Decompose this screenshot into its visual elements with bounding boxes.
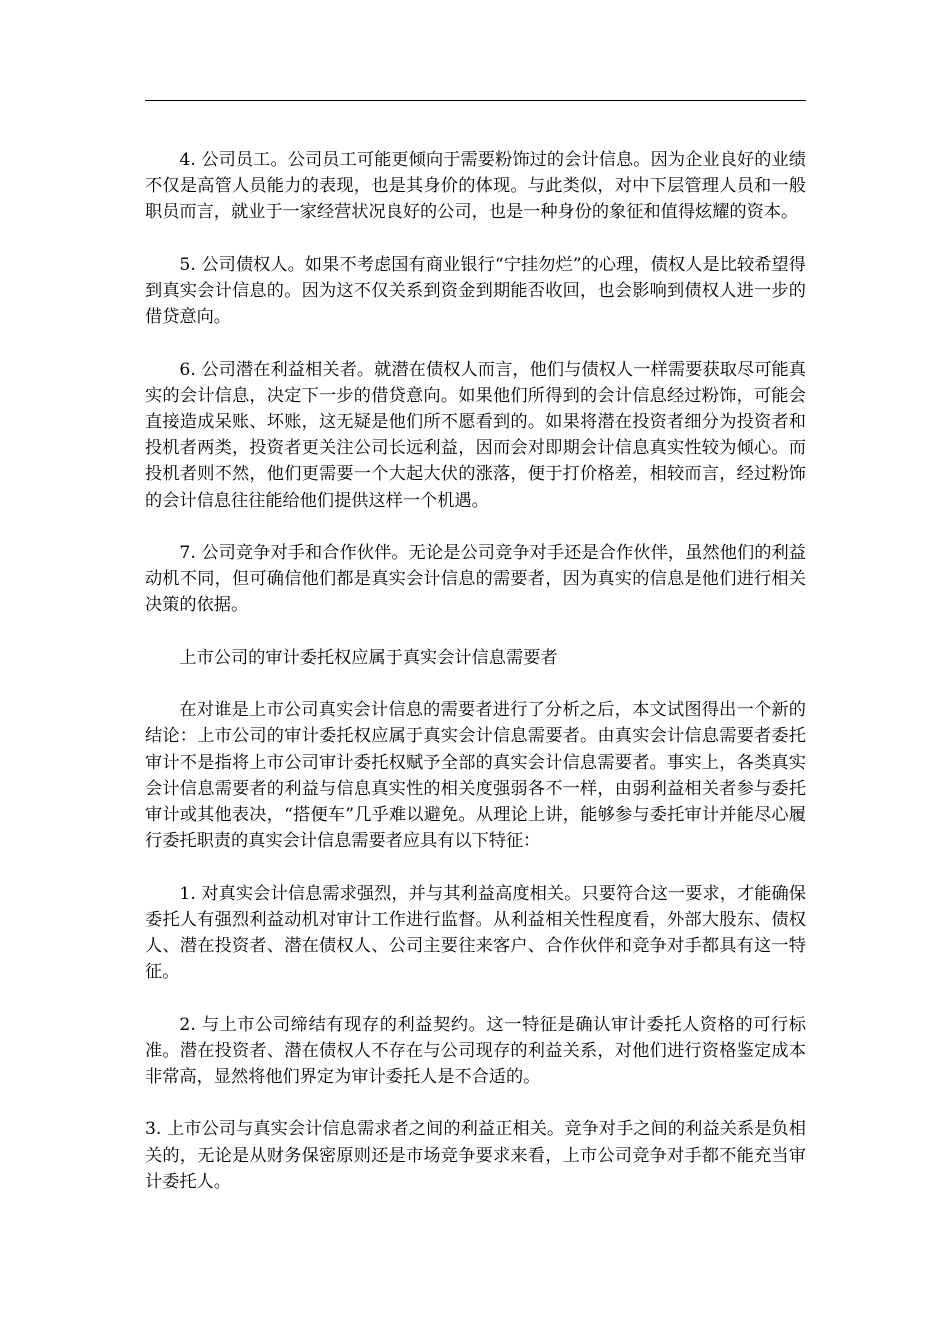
paragraph-feature-3: 3. 上市公司与真实会计信息需求者之间的利益正相关。竞争对手之间的利益关系是负相关的，无论是从财务保密原则还是市场竞争要求来看，上市公司竞争对手都不能充当审计委托人。	[145, 1119, 806, 1192]
paragraph-conclusion: 在对谁是上市公司真实会计信息的需要者进行了分析之后，本文试图得出一个新的结论：上市公司的审计委托权应属于真实会计信息需要者。由真实会计信息需要者委托审计不是指将上市公司审计委托权赋予全部的真实会计信息需要者。事实上，各类真实会计信息需要者的利益与信息真实性的相关度强弱各不一样，由弱利益相关者参与委托审计或其他表决，“搭便车”几乎难以避免。从理论上讲，能够参与委托审计并能尽心履行委托职责的真实会计信息需要者应具有以下特征：	[145, 700, 806, 852]
paragraph-potential-stakeholders: 6. 公司潜在利益相关者。就潜在债权人而言，他们与债权人一样需要获取尽可能真实的会计信息，决定下一步的借贷意向。如果他们所得到的会计信息经过粉饰，可能会直接造成呆账、坏账，这无疑是他们所不愿看到的。如果将潜在投资者细分为投资者和投机者两类，投资者更关注公司长远利益，因而会对即期会计信息真实性较为倾心。而投机者则不然，他们更需要一个大起大伏的涨落，便于打价格差，相较而言，经过粉饰的会计信息往往能给他们提供这样一个机遇。	[145, 359, 806, 511]
section-heading: 上市公司的审计委托权应属于真实会计信息需要者	[179, 647, 558, 668]
paragraph-feature-2: 2. 与上市公司缔结有现存的利益契约。这一特征是确认审计委托人资格的可行标准。潜在投资者、潜在债权人不存在与公司现存的利益关系，对他们进行资格鉴定成本非常高，显然将他们界定为审计委托人是不合适的。	[145, 1014, 806, 1087]
document-body	[145, 147, 806, 1221]
header-rule	[145, 100, 806, 101]
paragraph-creditors: 5. 公司债权人。如果不考虑国有商业银行“宁挂勿烂”的心理，债权人是比较希望得到真实会计信息的。因为这不仅关系到资金到期能否收回，也会影响到债权人进一步的借贷意向。	[145, 254, 806, 328]
paragraph-employees: 4. 公司员工。公司员工可能更倾向于需要粉饰过的会计信息。因为企业良好的业绩不仅是高管人员能力的表现，也是其身价的体现。与此类似，对中下层管理人员和一般职员而言，就业于一家经营状况良好的公司，也是一种身份的象征和值得炫耀的资本。	[145, 150, 806, 223]
paragraph-competitors-partners: 7. 公司竞争对手和合作伙伴。无论是公司竞争对手还是合作伙伴，虽然他们的利益动机不同，但可确信他们都是真实会计信息的需要者，因为真实的信息是他们进行相关决策的依据。	[145, 543, 806, 616]
paragraph-feature-1: 1. 对真实会计信息需求强烈，并与其利益高度相关。只要符合这一要求，才能确保委托人有强烈利益动机对审计工作进行监督。从利益相关性程度看，外部大股东、债权人、潜在投资者、潜在债权人、公司主要往来客户、合作伙伴和竞争对手都具有这一特征。	[145, 883, 806, 983]
